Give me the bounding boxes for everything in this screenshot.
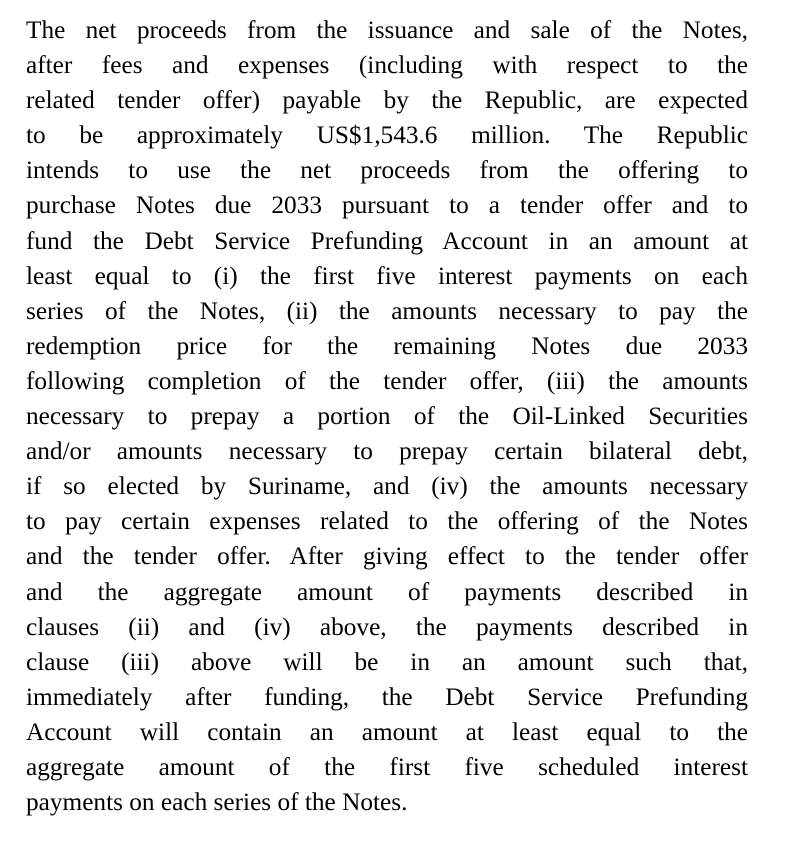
- text-line: Account will contain an amount at least equal to the: [26, 717, 748, 746]
- use-of-proceeds-paragraph: [26, 13, 748, 820]
- text-line: purchase Notes due 2033 pursuant to a tender offer and to: [26, 191, 748, 220]
- text-line: series of the Notes, (ii) the amounts necessary to pay the: [26, 296, 748, 325]
- text-line: The net proceeds from the issuance and sale of the Notes,: [26, 16, 748, 44]
- text-line: aggregate amount of the first five scheduled interest: [26, 752, 748, 781]
- text-line: if so elected by Suriname, and (iv) the amounts necessary: [26, 472, 748, 501]
- text-line: related tender offer) payable by the Republic, are expected: [26, 86, 748, 115]
- text-line: to be approximately US$1,543.6 million. The Republic: [26, 121, 748, 150]
- text-line: immediately after funding, the Debt Service Prefunding: [26, 682, 748, 711]
- text-line: and the aggregate amount of payments described in: [26, 577, 748, 606]
- text-line: intends to use the net proceeds from the offering to: [26, 156, 748, 185]
- text-line: necessary to prepay a portion of the Oil-Linked Securities: [26, 402, 748, 431]
- text-line: following completion of the tender offer, (iii) the amounts: [26, 366, 748, 395]
- text-line: to pay certain expenses related to the offering of the Notes: [26, 507, 748, 536]
- text-line: fund the Debt Service Prefunding Account in an amount at: [26, 226, 748, 255]
- text-line: payments on each series of the Notes.: [26, 788, 408, 817]
- text-line: redemption price for the remaining Notes due 2033: [26, 331, 748, 360]
- text-line: after fees and expenses (including with respect to the: [26, 51, 748, 80]
- text-line: clauses (ii) and (iv) above, the payments described in: [26, 612, 748, 641]
- text-line: and/or amounts necessary to prepay certain bilateral debt,: [26, 437, 748, 466]
- text-line: clause (iii) above will be in an amount such that,: [26, 647, 748, 676]
- text-line: and the tender offer. After giving effect to the tender offer: [26, 542, 748, 571]
- text-line: least equal to (i) the first five interest payments on each: [26, 261, 748, 290]
